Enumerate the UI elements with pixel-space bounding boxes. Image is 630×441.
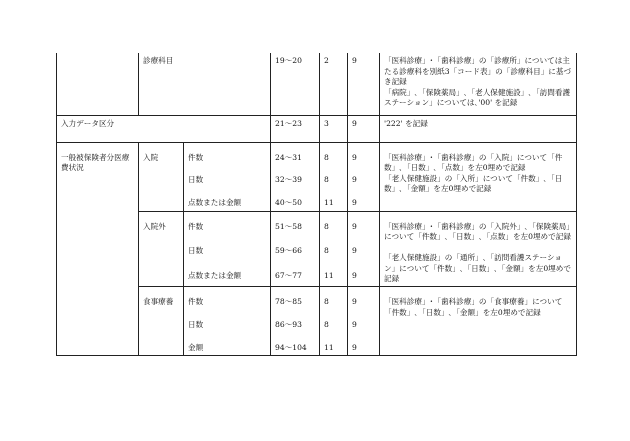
item-name: 入力データ区分 [57,115,271,142]
position: 21～23 [271,115,320,142]
position: 78～85 [271,287,320,310]
field-name: 金額 [184,333,271,356]
type: 9 [348,310,380,333]
type: 9 [348,261,380,286]
position: 40～50 [271,188,320,211]
row-nyuryoku [57,115,577,142]
type: 9 [348,188,380,211]
position: 86～93 [271,310,320,333]
position: 59～66 [271,236,320,261]
field-name: 点数または金額 [184,188,271,211]
field-name: 件数 [184,287,271,310]
length: 8 [320,165,348,188]
description: 「医科診療」･「歯科診療」の「食事療養」について「件数」､「日数」､「金額」を左0埋めで記録 [380,287,577,356]
row-shinryo [57,53,577,115]
length: 11 [320,333,348,356]
type: 9 [348,287,380,310]
field-name: 件数 [184,211,271,236]
description: 「医科診療」･「歯科診療」の「入院外」､「保険薬局」について「件数」､「日数」､「点数」を左0埋めで記録 「老人保健施設」の「通所」､「訪問看護ステーション」について「件数」､「日数」､「金額」を左0埋めで記録 [380,211,577,287]
blank-cell [57,53,139,115]
field-name: 件数 [184,142,271,165]
type: 9 [348,53,380,115]
field-name: 日数 [184,165,271,188]
type: 9 [348,142,380,165]
category-label: 一般被保険者分医療費状況 [57,142,139,356]
description: 「医科診療」･「歯科診療」の「診療所」については主たる診療科を別紙3「コード表」の「診療科目」に基づき記録 「病院」､「保険薬局」､「老人保健施設」､「訪問看護ステーション」については､'00' を記録 [380,53,577,115]
length: 11 [320,261,348,286]
length: 2 [320,53,348,115]
sub-category-shokuji: 食事療養 [139,287,184,356]
position: 51～58 [271,211,320,236]
length: 3 [320,115,348,142]
sub-category-nyuingai: 入院外 [139,211,184,287]
length: 11 [320,188,348,211]
length: 8 [320,236,348,261]
type: 9 [348,211,380,236]
row-nyuin-kensu [57,142,577,165]
field-name: 日数 [184,310,271,333]
length: 8 [320,142,348,165]
position: 67～77 [271,261,320,286]
item-name: 診療科目 [139,53,271,115]
position: 19～20 [271,53,320,115]
sub-category-nyuin: 入院 [139,142,184,211]
type: 9 [348,115,380,142]
type: 9 [348,236,380,261]
type: 9 [348,165,380,188]
type: 9 [348,333,380,356]
record-layout-table [56,53,577,356]
position: 32～39 [271,165,320,188]
field-name: 日数 [184,236,271,261]
length: 8 [320,310,348,333]
field-name: 点数または金額 [184,261,271,286]
length: 8 [320,287,348,310]
position: 24～31 [271,142,320,165]
description: 「医科診療」･「歯科診療」の「入院」について「件数」､「日数」､「点数」を左0埋めで記録 「老人保健施設」の「入所」について「件数」､「日数」､「金額」を左0埋めで記録 [380,142,577,211]
description: '222' を記録 [380,115,577,142]
position: 94～104 [271,333,320,356]
length: 8 [320,211,348,236]
